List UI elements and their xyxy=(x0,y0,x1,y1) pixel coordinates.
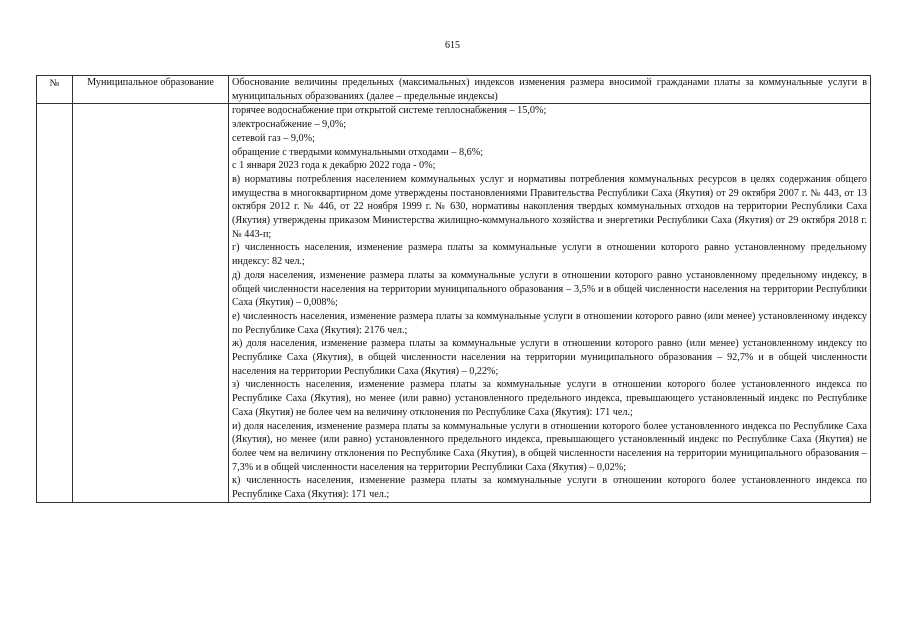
header-municipality: Муниципальное образование xyxy=(73,76,229,104)
paragraph-v: в) нормативы потребления населением коммунальных услуг и нормативы потребления коммунальных ресурсов в целях содержания общего имущества в многоквартирном доме утверждены постановлениями Правительства Республики Саха (Якутия) от 29 октября 2007 г. № 443, от 13 октября 2012 г. № 446, от 22 ноября 1999 г. № 630, нормативы накопления твердых коммунальных отходов на территории Республики Саха (Якутия) утверждены приказом Министерства жилищно-коммунального хозяйства и энергетики Республики Саха (Якутия) от 29 октября 2018 г. № 443-п; xyxy=(232,173,867,240)
page-number: 615 xyxy=(445,40,460,51)
cell-justification-text xyxy=(229,104,871,502)
table-row xyxy=(37,104,871,502)
paragraph-hot-water: горячее водоснабжение при открытой системе теплоснабжения – 15,0%; xyxy=(232,105,547,117)
header-number: № xyxy=(37,76,73,104)
paragraph-k: к) численность населения, изменение размера платы за коммунальные услуги в отношении которого более установленного индекса по Республике Саха (Якутия): 171 чел.; xyxy=(232,475,867,501)
paragraph-i: и) доля населения, изменение размера платы за коммунальные услуги в отношении которого более установленного индекса по Республике Саха (Якутия), но менее (или равно) установленного предельного индекса, превышающего установленный индекс по Республике Саха (Якутия) не более чем на величину отклонения по Республике Саха (Якутия), в общей численности населения на территории муниципального образования – 7,3% и в общей численности населения на территории Республики Саха (Якутия) – 0,02%; xyxy=(232,420,867,473)
paragraph-z: з) численность населения, изменение размера платы за коммунальные услуги в отношении которого более установленного индекса по Республике Саха (Якутия), но менее (или равно) установленного предельного индекса, превышающего установленный индекс по Республике Саха (Якутия) не более чем на величину отклонения по Республике Саха (Якутия): 171 чел.; xyxy=(232,379,867,418)
paragraph-d: д) доля населения, изменение размера платы за коммунальные услуги в отношении которого равно установленному предельному индексу, в общей численности населения на территории муниципального образования – 3,5% и в общей численности населения на территории Республики Саха (Якутия) – 0,008%; xyxy=(232,269,867,309)
table-header-row xyxy=(37,76,871,104)
paragraph-gas: сетевой газ – 9,0%; xyxy=(232,132,315,144)
paragraph-e: е) численность населения, изменение размера платы за коммунальные услуги в отношении которого равно (или менее) установленному индексу по Республике Саха (Якутия): 2176 чел.; xyxy=(232,310,867,336)
header-justification: Обоснование величины предельных (максимальных) индексов изменения размера вносимой гражданами платы за коммунальные услуги в муниципальных образованиях (далее – предельные индексы) xyxy=(229,76,871,104)
paragraph-from-2023: с 1 января 2023 года к декабрю 2022 года - 0%; xyxy=(232,160,436,172)
paragraph-waste: обращение с твердыми коммунальными отходами – 8,6%; xyxy=(232,146,484,158)
paragraph-zh: ж) доля населения, изменение размера платы за коммунальные услуги в отношении которого равно (или менее) установленному индексу по Республике Саха (Якутия), в общей численности населения на территории муниципального образования – 92,7% и в общей численности населения на территории Республики Саха (Якутия) – 0,22%; xyxy=(232,338,867,377)
paragraph-g: г) численность населения, изменение размера платы за коммунальные услуги в отношении которого равно установленному предельному индексу: 82 чел.; xyxy=(232,242,867,268)
paragraph-electricity: электроснабжение – 9,0%; xyxy=(232,119,347,131)
cell-municipality xyxy=(73,104,229,502)
document-table xyxy=(36,75,871,503)
cell-number xyxy=(37,104,73,502)
